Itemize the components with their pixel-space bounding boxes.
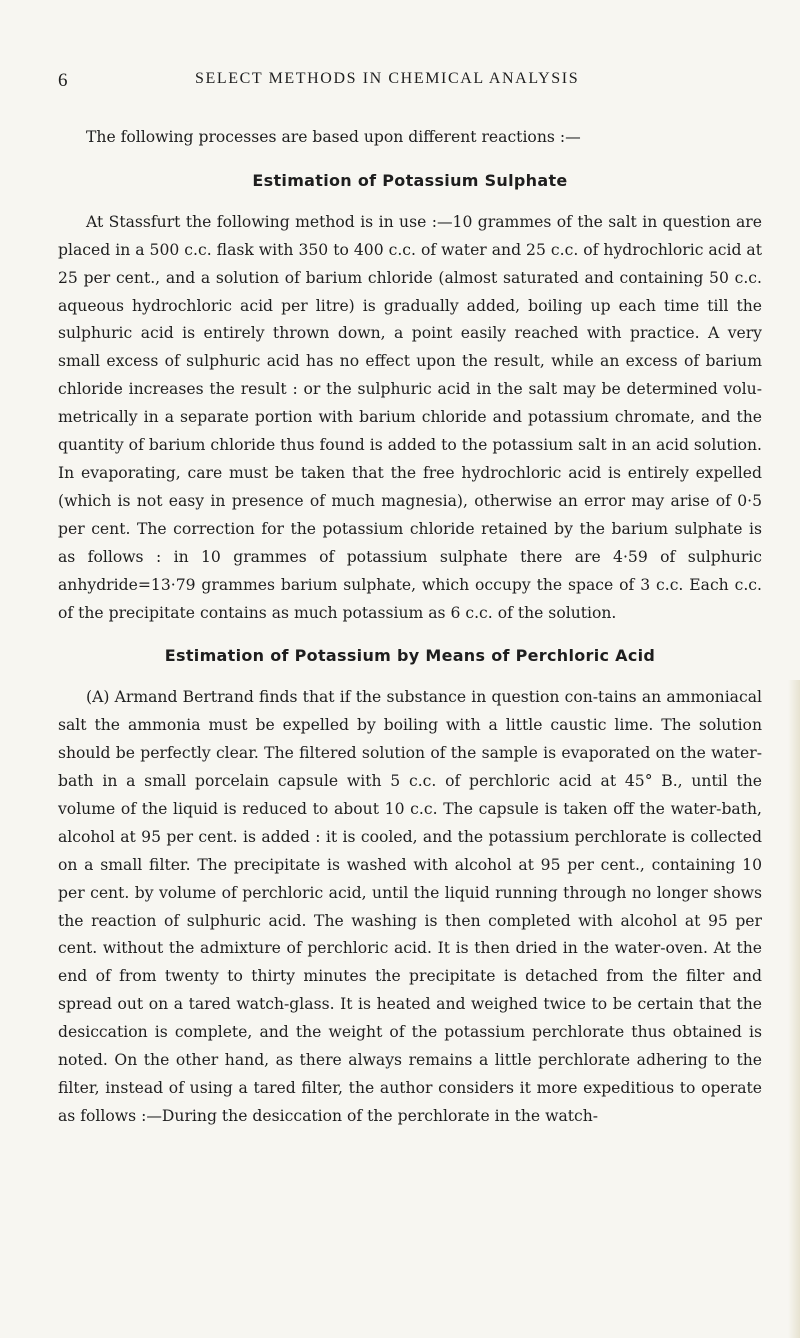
paragraph-potassium-sulphate: At Stassfurt the following method is in use :—10 grammes of the salt in question are placed in a 500 c.c. flask with 350 to 400 c.c. of water and 25 c.c. of hydrochloric acid at 25 per cent., and a solution of barium chloride (almost saturated and containing 50 c.c. aqueous hydrochloric acid per litre) is gradually added, boiling up each time till the sulphuric acid is entirely thrown down, a point easily reached with practice. A very small excess of sulphuric acid has no effect upon the result, while an excess of barium chloride increases the result : or the sulphuric acid in the salt may be determined volu-metrically in a separate portion with barium chloride and potassium chromate, and the quantity of barium chloride thus found is added to the potassium salt in an acid solution. In evaporating, care must be taken that the free hydrochloric acid is entirely expelled (which is not easy in presence of much magnesia), otherwise an error may arise of 0·5 per cent. The correction for the potassium chloride retained by the barium sulphate is as follows : in 10 grammes of potassium sulphate there are 4·59 of sulphuric anhydride=13·79 grammes barium sulphate, which occupy the space of 3 c.c. Each c.c. of the precipitate contains as much potassium as 6 c.c. of the solution. [58,212,762,622]
running-title: SELECT METHODS IN CHEMICAL ANALYSIS [195,70,580,87]
paragraph-perchloric-acid: (A) Armand Bertrand finds that if the substance in question con-tains an ammoniacal salt the ammonia must be expelled by boiling with a little caustic lime. The solution should be perfectly clear. The filtered solution of the sample is evaporated on the water-bath in a small porcelain capsule with 5 c.c. of perchloric acid at 45° B., until the volume of the liquid is reduced to about 10 c.c. The capsule is taken off the water-bath, alcohol at 95 per cent. is added : it is cooled, and the potassium perchlorate is collected on a small filter. The precipitate is washed with alcohol at 95 per cent., containing 10 per cent. by volume of perchloric acid, until the liquid running through no longer shows the reaction of sulphuric acid. The washing is then completed with alcohol at 95 per cent. without the admixture of perchloric acid. It is then dried in the water-oven. At the end of from twenty to thirty minutes the precipitate is detached from the filter and spread out on a tared watch-glass. It is heated and weighed twice to be certain that the desiccation is complete, and the weight of the potassium perchlorate thus obtained is noted. On the other hand, as there always remains a little perchlorate adhering to the filter, instead of using a tared filter, the author considers it more expeditious to operate as follows :—During the desiccation of the perchlorate in the watch- [58,688,762,1125]
running-head [58,70,610,96]
body-text [58,124,762,1131]
page-edge-shading [788,680,800,1338]
page-number: 6 [58,70,68,91]
section-heading-perchloric-acid: Estimation of Potassium by Means of Perchloric Acid [164,646,656,666]
intro-paragraph: The following processes are based upon different reactions :— [86,128,581,146]
section-heading-potassium-sulphate: Estimation of Potassium Sulphate [252,170,568,190]
